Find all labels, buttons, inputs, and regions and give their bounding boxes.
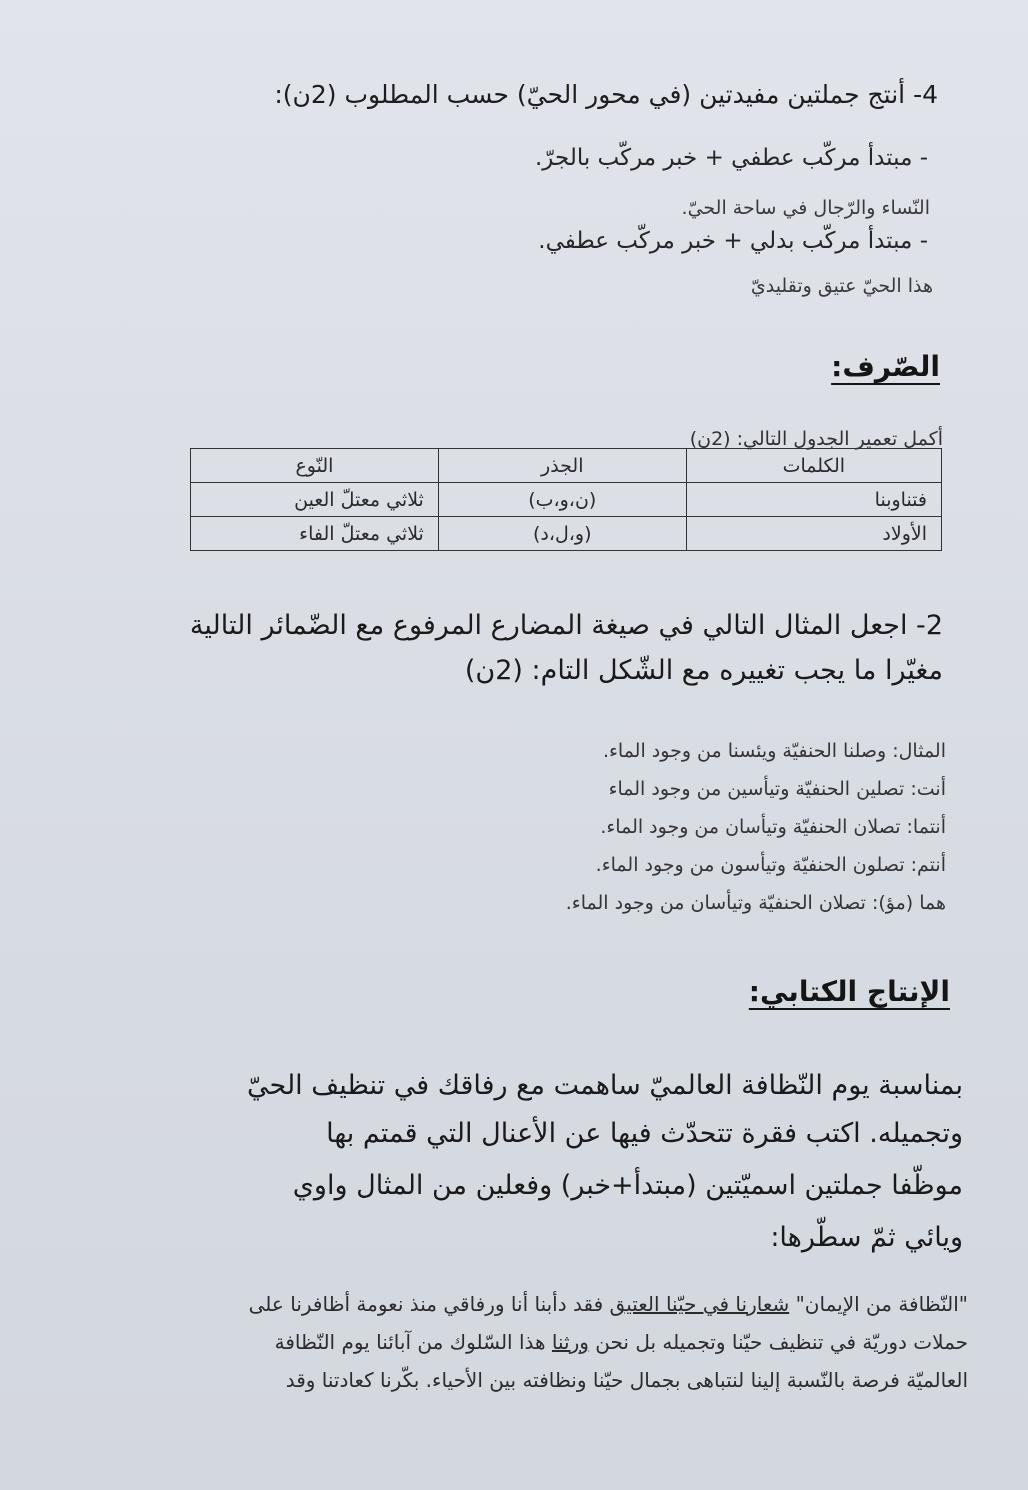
writing-paragraph-line [249,1292,968,1316]
q4-answer-1: النّساء والرّجال في ساحة الحيّ. [681,197,930,219]
q4-item-1: - مبتدأ مركّب عطفي + خبر مركّب بالجرّ. [534,145,928,171]
table-cell: ثلاثي معتلّ الفاء [191,517,439,551]
writing-prompt-line: بمناسبة يوم النّظافة العالميّ ساهمت مع رفاقك في تنظيف الحيّ [247,1070,963,1101]
para-text: هذا السّلوك من آبائنا يوم النّظافة [274,1330,546,1354]
table-row [191,483,942,517]
table-header: الجذر [438,449,686,483]
table-cell: (و،ل،د) [438,517,686,551]
example-line: هما (مؤ): تصلان الحنفيّة وتيأسان من وجود الماء. [565,892,946,914]
q2-line-2: مغيّرا ما يجب تغييره مع الشّكل التام: (2ن) [464,655,943,686]
writing-prompt-line: موظّفا جملتين اسميّتين (مبتدأ+خبر) وفعلين من المثال واوي [292,1170,963,1201]
sarf-instruction: أكمل تعمير الجدول التالي: (2ن) [689,428,943,450]
writing-heading: الإنتاج الكتابي: [748,975,950,1008]
sarf-table [190,448,942,551]
para-underlined: شعارنا في حيّنا العتيق [609,1292,790,1316]
q4-title: 4- أنتج جملتين مفيدتين (في محور الحيّ) حسب المطلوب (2ن): [274,80,938,109]
table-cell: الأولاد [686,517,941,551]
para-text: "النّظافة من الإيمان" [795,1292,968,1316]
example-line: المثال: وصلنا الحنفيّة ويئسنا من وجود الماء. [602,740,946,762]
example-line: أنت: تصلين الحنفيّة وتيأسين من وجود الماء [608,778,946,800]
table-header: النّوع [191,449,439,483]
example-line: أنتما: تصلان الحنفيّة وتيأسان من وجود الماء. [600,816,946,838]
table-row [191,517,942,551]
example-line: أنتم: تصلون الحنفيّة وتيأسون من وجود الماء. [595,854,946,876]
writing-paragraph-line: العالميّة فرصة بالنّسبة إلينا لنتباهى بجمال حيّنا ونظافته بين الأحياء. بكّرنا كعادتنا وقد [285,1368,968,1392]
table-cell: فتناوبنا [686,483,941,517]
table-header-row [191,449,942,483]
para-underlined: ورثنا [551,1330,589,1354]
q4-answer-2: هذا الحيّ عتيق وتقليديّ [750,275,933,297]
table-cell: ثلاثي معتلّ العين [191,483,439,517]
writing-prompt-line: وتجميله. اكتب فقرة تتحدّث فيها عن الأعنال التي قمتم بها [326,1118,963,1149]
writing-paragraph-line [275,1330,968,1354]
writing-prompt-line: ويائي ثمّ سطّرها: [770,1222,963,1253]
para-text: حملات دوريّة في تنظيف حيّنا وتجميله بل نحن [595,1330,968,1354]
q2-line-1: 2- اجعل المثال التالي في صيغة المضارع المرفوع مع الضّمائر التالية [189,610,943,641]
table-header: الكلمات [686,449,941,483]
para-text: فقد دأبنا أنا ورفاقي منذ نعومة أظافرنا على [248,1292,604,1316]
q4-item-2: - مبتدأ مركّب بدلي + خبر مركّب عطفي. [538,228,928,254]
table-cell: (ن،و،ب) [438,483,686,517]
sarf-heading: الصّرف: [831,350,940,383]
